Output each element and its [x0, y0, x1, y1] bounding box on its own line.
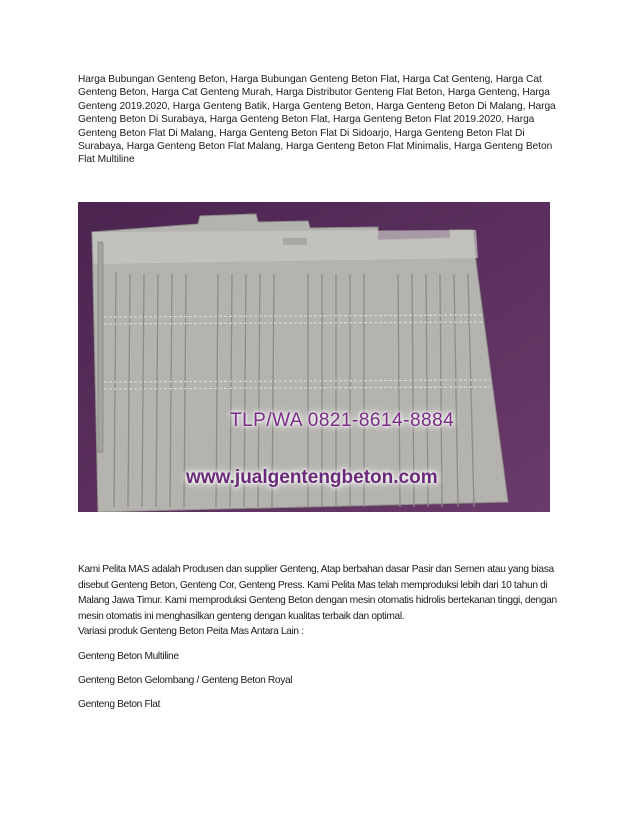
watermark-url: www.jualgentengbeton.com	[186, 467, 438, 488]
variants-heading: Variasi produk Genteng Beton Peita Mas Antara Lain :	[78, 626, 304, 637]
variant-item: Genteng Beton Flat	[78, 699, 161, 710]
roof-tile-illustration	[78, 202, 550, 512]
variant-item: Genteng Beton Multiline	[78, 651, 179, 662]
product-photo	[78, 202, 550, 512]
keywords-paragraph: Harga Bubungan Genteng Beton, Harga Bubungan Genteng Beton Flat, Harga Cat Genteng, Harga Cat Genteng Beton, Harga Cat Genteng Murah, Harga Distributor Genteng Flat Beton, Harga Genteng, Harga Genteng 2019.2020, Harga Genteng Batik, Harga Genteng Beton, Harga Genteng Beton Di Malang, Harga Genteng Beton Di Surabaya, Harga Genteng Beton Flat, Harga Genteng Beton Flat 2019.2020, Harga Genteng Beton Flat Di Malang, Harga Genteng Beton Flat Di Sidoarjo, Harga Genteng Beton Flat Di Surabaya, Harga Genteng Beton Flat Malang, Harga Genteng Beton Flat Minimalis, Harga Genteng Beton Flat Multiline	[78, 74, 556, 166]
watermark-phone: TLP/WA 0821-8614-8884	[230, 410, 455, 431]
variant-item: Genteng Beton Gelombang / Genteng Beton Royal	[78, 675, 293, 686]
intro-paragraph: Kami Pelita MAS adalah Produsen dan supplier Genteng, Atap berbahan dasar Pasir dan Semen atau yang biasa disebut Genteng Beton, Genteng Cor, Genteng Press. Kami Pelita Mas telah memproduksi lebih dari 10 tahun di Malang Jawa Timur. Kami memproduksi Genteng Beton dengan mesin otomatis hidrolis bertekanan tinggi, dengan mesin otomatis ini menghasilkan genteng dengan kualitas terbaik dan optimal.	[78, 564, 557, 622]
